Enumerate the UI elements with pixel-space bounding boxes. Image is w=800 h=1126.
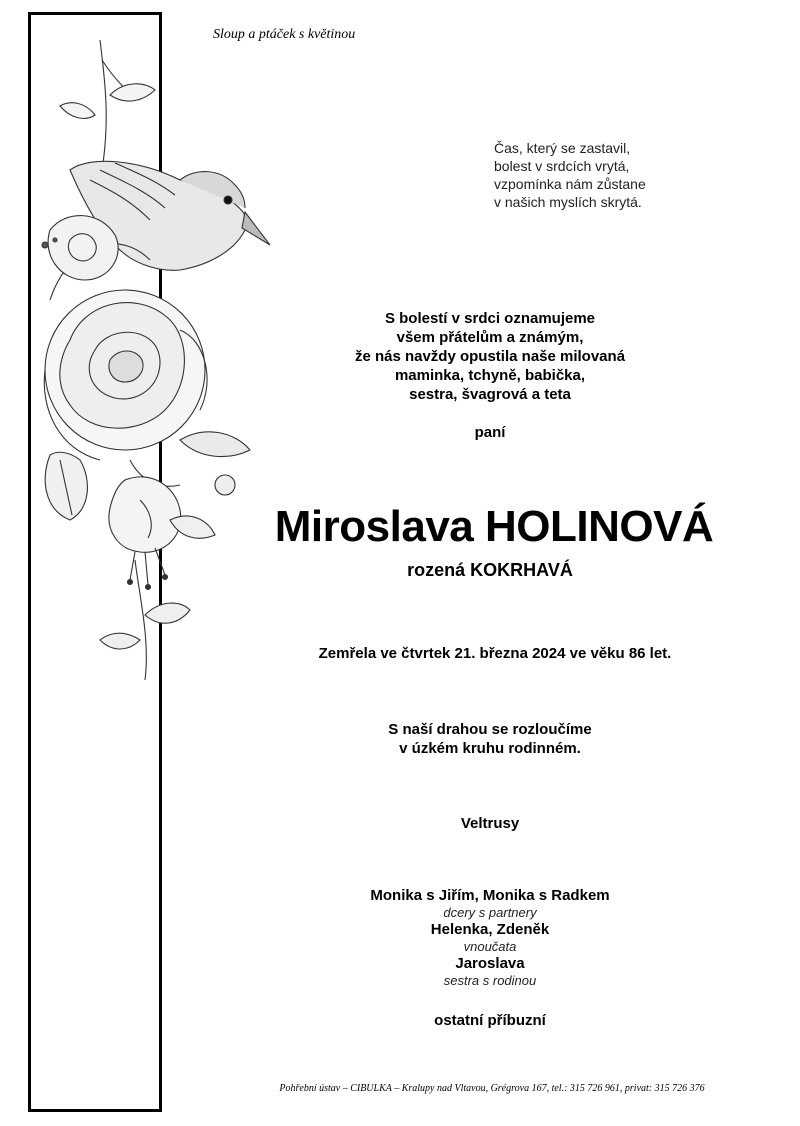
poem-line: Čas, který se zastavil, bbox=[494, 140, 631, 156]
honorific: paní bbox=[474, 424, 506, 441]
death-notice: Zemřela ve čtvrtek 21. března 2024 ve věku 86 let. bbox=[318, 645, 672, 662]
intro-line: S bolestí v srdci oznamujeme bbox=[384, 310, 596, 327]
mourner-names: Jaroslava bbox=[455, 955, 525, 972]
mourner-names: Helenka, Zdeněk bbox=[430, 921, 550, 938]
farewell-text bbox=[290, 720, 690, 758]
deceased-name: Miroslava HOLINOVÁ bbox=[274, 502, 714, 551]
bird-flower-illustration bbox=[30, 40, 280, 680]
poem-line: v našich myslích skrytá. bbox=[494, 194, 642, 210]
farewell-line: S naší drahou se rozloučíme bbox=[388, 721, 592, 738]
intro-line: maminka, tchyně, babička, bbox=[394, 367, 586, 384]
mourner-names: Monika s Jiřím, Monika s Radkem bbox=[370, 887, 610, 904]
mourner-relation: dcery s partnery bbox=[443, 905, 537, 920]
design-label: Sloup a ptáček s květinou bbox=[213, 27, 356, 42]
announcement-intro bbox=[290, 309, 690, 404]
funeral-home-footer: Pohřební ústav – CIBULKA – Kralupy nad Vltavou, Grégrova 167, tel.: 315 726 961, privat: 315 726 376 bbox=[279, 1083, 705, 1094]
mourners-list bbox=[290, 887, 690, 989]
place: Veltrusy bbox=[460, 815, 520, 832]
poem-line: vzpomínka nám zůstane bbox=[494, 176, 646, 192]
intro-line: všem přátelům a známým, bbox=[396, 329, 584, 346]
poem bbox=[494, 139, 646, 211]
intro-line: sestra, švagrová a teta bbox=[409, 386, 571, 403]
mourner-relation: vnoučata bbox=[463, 939, 517, 954]
mourner-relation: sestra s rodinou bbox=[443, 973, 537, 988]
intro-line: že nás navždy opustila naše milovaná bbox=[354, 348, 626, 365]
farewell-line: v úzkém kruhu rodinném. bbox=[399, 740, 581, 757]
maiden-name: rozená KOKRHAVÁ bbox=[407, 560, 573, 580]
poem-line: bolest v srdcích vrytá, bbox=[494, 158, 630, 174]
other-relatives: ostatní příbuzní bbox=[434, 1012, 546, 1029]
